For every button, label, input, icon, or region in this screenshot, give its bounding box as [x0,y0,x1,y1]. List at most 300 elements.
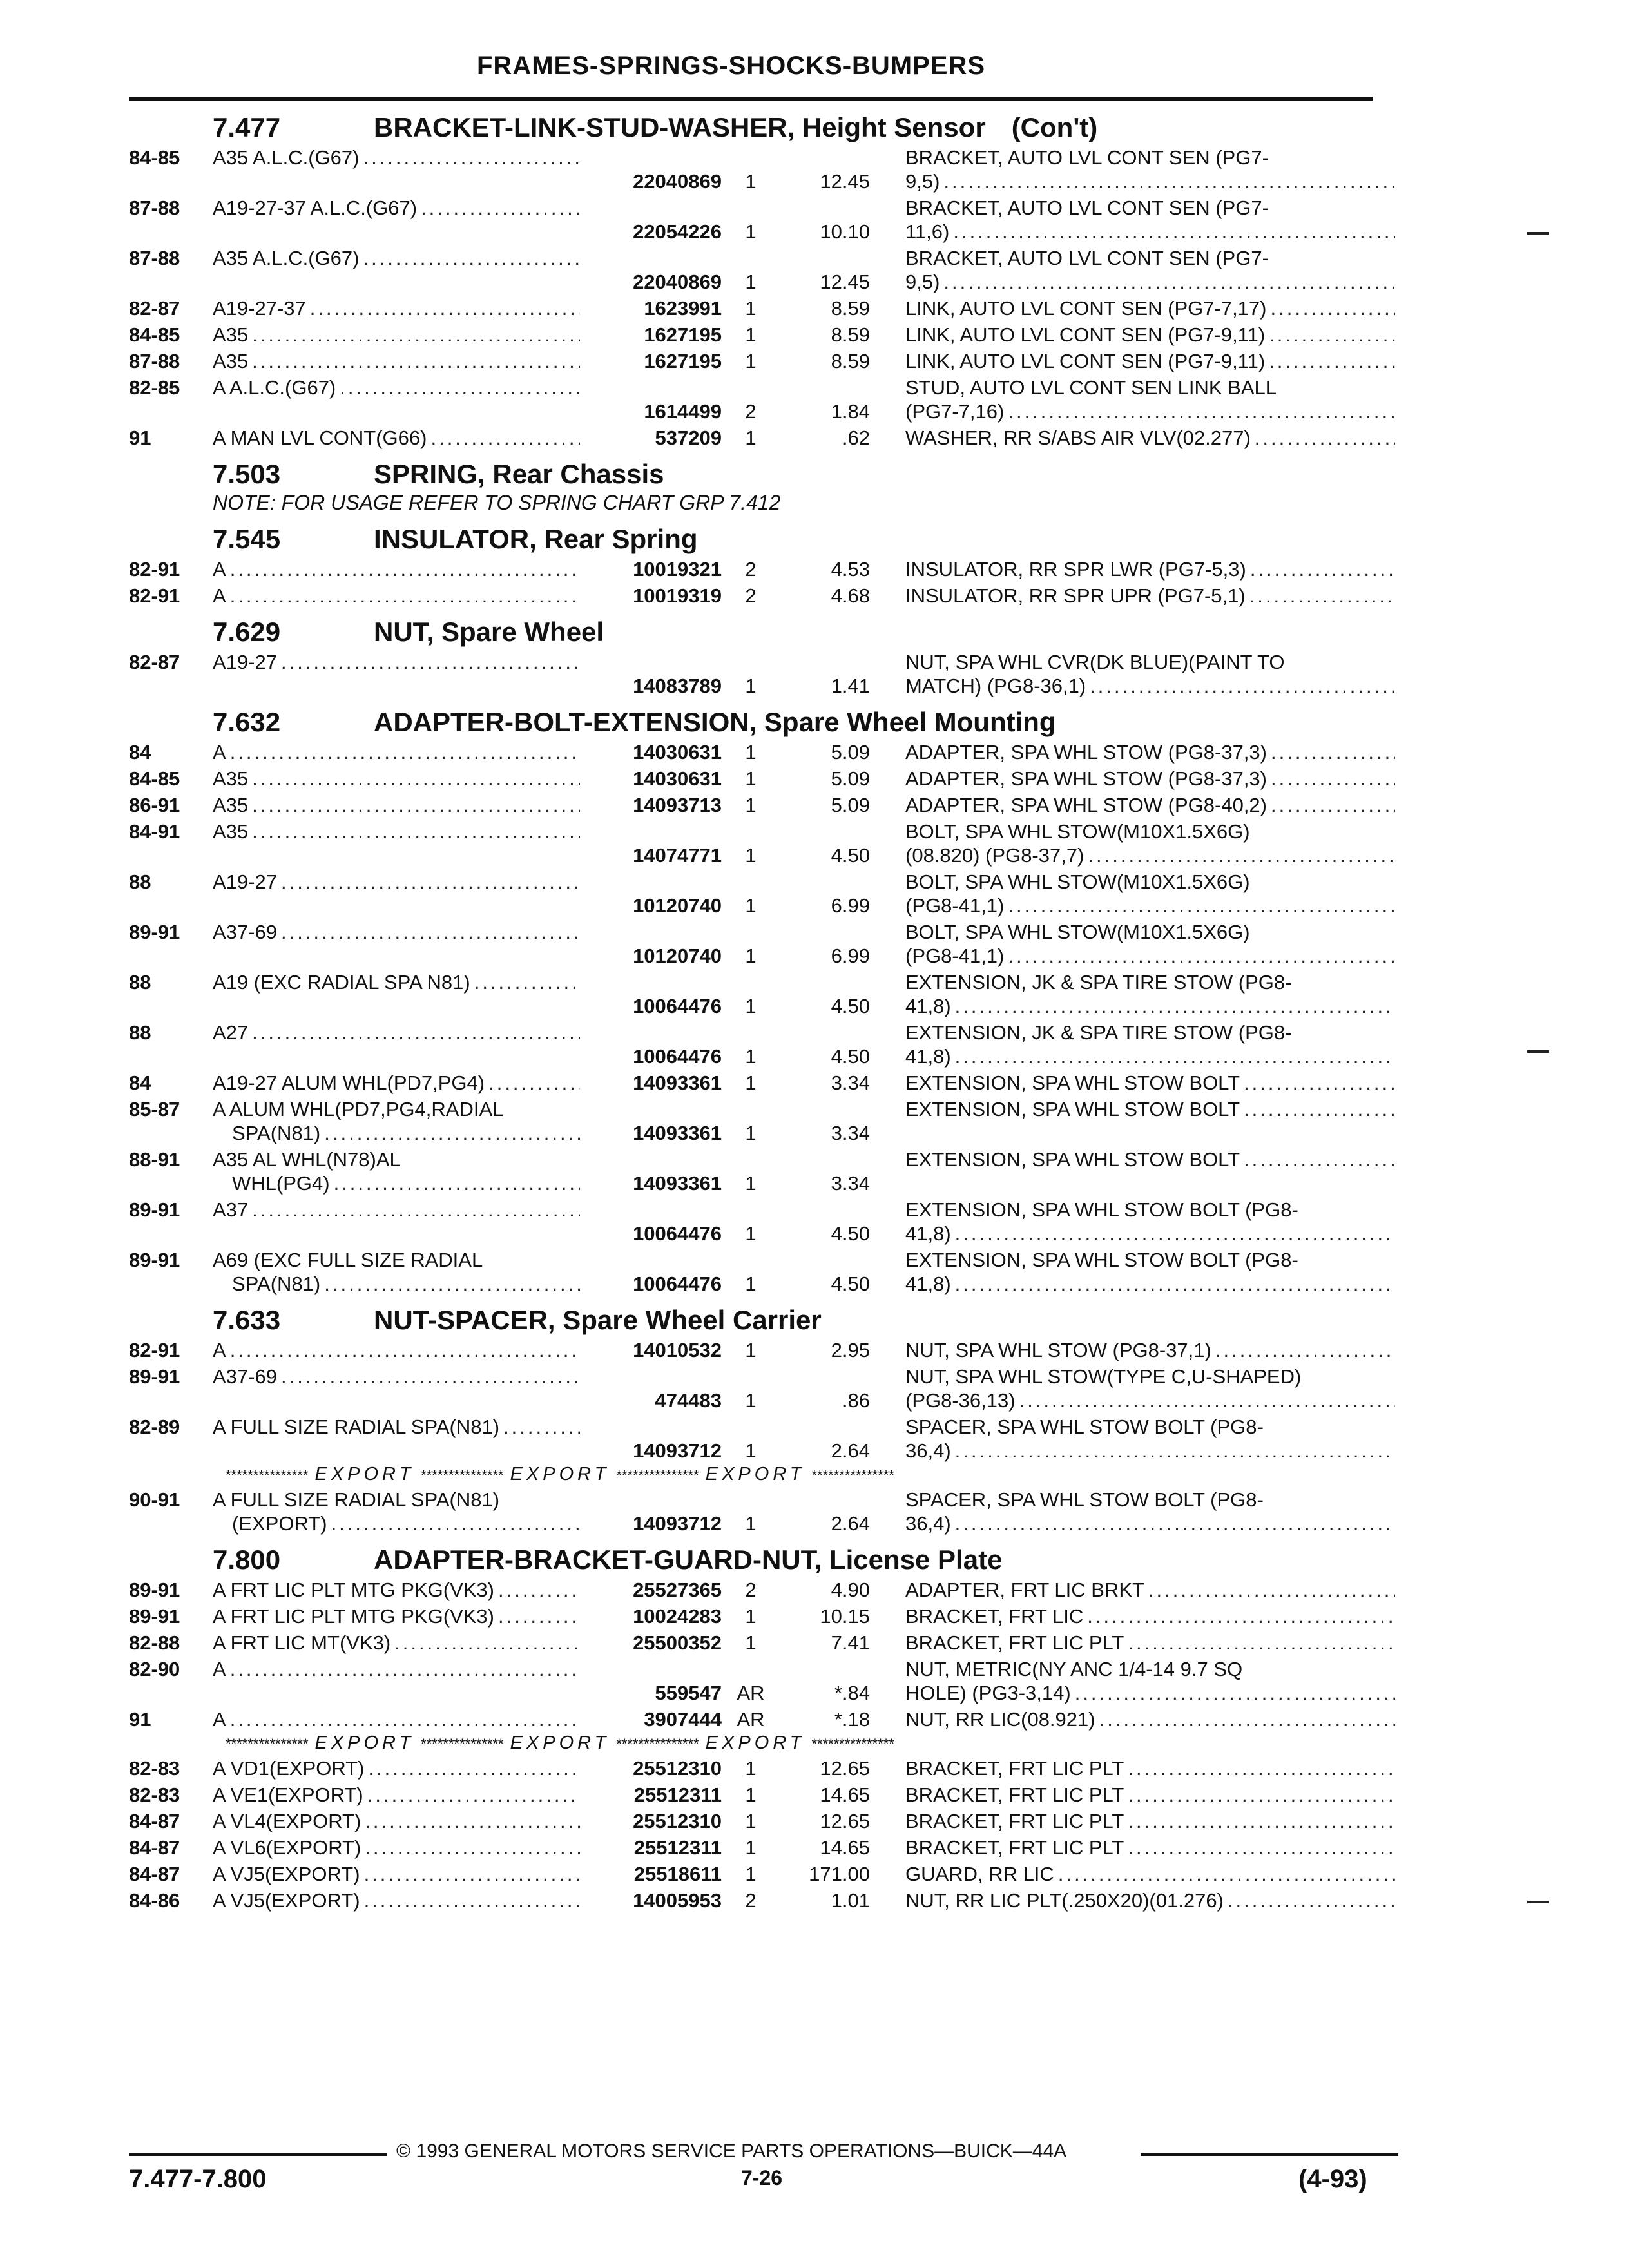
section-number: 7.545 [213,524,281,554]
part-name-text: BRACKET, FRT LIC [905,1605,1084,1628]
part-name-line [905,399,1395,423]
usage-description [213,1707,580,1731]
part-number: 25527365 [633,1579,722,1601]
dot-leader [1019,1389,1395,1412]
usage-text: A35 [213,794,249,816]
quantity: 2 [745,1579,757,1601]
price: 8.59 [831,350,870,372]
usage-text: A ALUM WHL(PD7,PG4,RADIAL [213,1098,504,1120]
dot-leader [1269,349,1395,373]
dot-leader [1269,323,1395,347]
usage-line [213,1512,580,1535]
usage-text: A37-69 [213,921,277,943]
dot-leader [955,994,1395,1018]
usage-text: A37-69 [213,1365,277,1388]
usage-description [213,1198,580,1245]
part-number: 14005953 [633,1889,722,1912]
part-name-line [905,793,1395,817]
part-name-line [905,1707,1395,1731]
part-name-line [905,994,1395,1018]
dot-leader [252,323,580,347]
price: *.18 [834,1708,870,1731]
usage-line [213,246,580,270]
price: 8.59 [831,297,870,320]
usage-line [213,920,580,944]
usage-description [213,1578,580,1602]
price: .86 [842,1389,870,1412]
part-name [870,1809,1395,1833]
usage-description [213,1604,580,1628]
dot-leader [1008,944,1395,968]
usage-description [213,1657,580,1705]
part-name [870,1888,1395,1912]
quantity: 2 [745,584,757,607]
quantity: 1 [745,1222,757,1245]
part-name-line [905,1783,1395,1807]
price: 5.09 [831,741,870,764]
dot-leader [364,1888,580,1912]
part-name-line [905,146,1395,169]
quantity: 1 [745,1273,757,1295]
usage-line [213,146,580,169]
quantity: 1 [745,271,757,293]
part-number: 14030631 [633,741,722,764]
usage-description [213,1097,580,1145]
usage-text: A VL4(EXPORT) [213,1810,361,1832]
part-name-text: BOLT, SPA WHL STOW(M10X1.5X6G) [905,870,1250,893]
usage-description [213,349,580,373]
part-name-line [905,557,1395,581]
section-number: 7.629 [213,617,281,647]
part-name-line [905,944,1395,968]
export-label: EXPORT [705,1733,805,1753]
model-years: 82-87 [129,651,180,673]
model-years: 82-83 [129,1783,180,1806]
quantity: 1 [745,794,757,816]
table-row [129,1097,1392,1145]
dot-leader [1244,1148,1395,1171]
dot-leader [281,870,580,894]
quantity: 1 [745,1072,757,1094]
part-name-text: NUT, SPA WHL STOW(TYPE C,U-SHAPED) [905,1365,1302,1388]
part-name-line [905,376,1395,399]
part-name [870,1148,1395,1195]
table-row [129,870,1392,918]
export-label: EXPORT [510,1464,610,1485]
dot-leader [363,246,580,270]
dot-leader [1128,1836,1395,1860]
export-label: EXPORT [705,1464,805,1485]
price: 3.34 [831,1072,870,1094]
divider-stars: *************** [226,1467,309,1483]
dot-leader [503,1415,580,1439]
dot-leader [943,169,1395,193]
price: 12.65 [820,1810,870,1832]
section-title: NUT-SPACER, Spare Wheel Carrier [374,1305,822,1335]
dot-leader [363,146,580,169]
quantity: 1 [745,741,757,764]
dot-leader [230,557,580,581]
price: 4.53 [831,558,870,581]
part-name-line [905,650,1395,674]
parts-listing [129,103,1392,1912]
dot-leader [488,1071,580,1095]
dot-leader [394,1631,580,1655]
price: 14.65 [820,1836,870,1859]
usage-description [213,557,580,581]
quantity: 1 [745,1045,757,1068]
dot-leader [252,820,580,843]
divider-stars: *************** [616,1467,699,1483]
part-number: 10120740 [633,945,722,967]
dot-leader [955,1222,1395,1245]
header-rule [129,97,1373,101]
quantity: 1 [745,220,757,243]
usage-description [213,870,580,918]
dot-leader [955,1512,1395,1535]
price: *.84 [834,1682,870,1704]
part-name-text: INSULATOR, RR SPR LWR (PG7-5,3) [905,558,1246,581]
table-row [129,426,1392,450]
model-years: 82-83 [129,1757,180,1780]
model-years: 89-91 [129,1579,180,1601]
part-name-text: EXTENSION, SPA WHL STOW BOLT (PG8- [905,1198,1298,1221]
model-years: 88 [129,971,151,994]
usage-description [213,740,580,764]
dot-leader [1099,1707,1395,1731]
dot-leader [230,740,580,764]
part-name [870,1756,1395,1780]
dot-leader [1271,767,1395,791]
part-name-text: SPACER, SPA WHL STOW BOLT (PG8- [905,1488,1264,1511]
dot-leader [943,270,1395,294]
quantity: 1 [745,1512,757,1535]
part-name [870,1021,1395,1068]
price: 14.65 [820,1783,870,1806]
usage-line [213,870,580,894]
dot-leader [1271,793,1395,817]
usage-line [213,1071,580,1095]
price: 6.99 [831,945,870,967]
part-number: 1627195 [644,350,722,372]
usage-line [213,1783,580,1807]
dot-leader [252,349,580,373]
usage-line [213,1707,580,1731]
part-name-text: (08.820) (PG8-37,7) [905,844,1084,867]
part-number: 25512310 [633,1810,722,1832]
quantity: 1 [745,894,757,917]
model-years: 82-91 [129,1339,180,1361]
dot-leader [230,1657,580,1681]
usage-text: A VJ5(EXPORT) [213,1863,360,1885]
part-name-line [905,970,1395,994]
usage-text: A VL6(EXPORT) [213,1836,361,1859]
dot-leader [1215,1338,1395,1362]
table-row [129,1021,1392,1068]
part-name-line [905,1044,1395,1068]
part-name [870,1631,1395,1655]
section-title: NUT, Spare Wheel [374,617,604,647]
part-name-text: ADAPTER, SPA WHL STOW (PG8-40,2) [905,794,1267,816]
dot-leader [1249,584,1395,608]
table-row [129,1836,1392,1860]
model-years: 82-87 [129,297,180,320]
part-name-text: 41,8) [905,1222,951,1245]
part-name-line [905,1148,1395,1171]
usage-description [213,296,580,320]
part-name-line [905,870,1395,894]
quantity: AR [737,1682,765,1704]
dot-leader [1128,1783,1395,1807]
quantity: 2 [745,400,757,423]
usage-text: A [213,584,226,607]
part-name-line [905,169,1395,193]
part-name-line [905,1071,1395,1095]
part-name-line [905,1578,1395,1602]
part-name-line [905,1657,1395,1681]
dot-leader [230,1707,580,1731]
dot-leader [1228,1888,1395,1912]
model-years: 82-91 [129,558,180,581]
usage-text: A69 (EXC FULL SIZE RADIAL [213,1249,483,1271]
usage-text: A35 A.L.C.(G67) [213,146,360,169]
price: 4.50 [831,995,870,1017]
usage-text: A VD1(EXPORT) [213,1757,365,1780]
usage-line [213,820,580,843]
price: 3.34 [831,1172,870,1195]
quantity: 1 [745,995,757,1017]
part-name-line [905,349,1395,373]
part-name-line [905,1415,1395,1439]
model-years: 84 [129,1072,151,1094]
section-continued: (Con't) [1011,112,1098,142]
table-row [129,1862,1392,1886]
part-number: 1623991 [644,297,722,320]
section-number: 7.632 [213,707,281,737]
part-name-line [905,1488,1395,1512]
part-number: 14074771 [633,844,722,867]
page-header-title: FRAMES-SPRINGS-SHOCKS-BUMPERS [477,52,986,80]
price: 2.95 [831,1339,870,1361]
model-years: 89-91 [129,1249,180,1271]
margin-mark [1527,1901,1549,1903]
section-note: NOTE: FOR USAGE REFER TO SPRING CHART GRP 7.412 [213,491,781,514]
section-number: 7.503 [213,459,281,489]
part-name-text: (PG8-41,1) [905,945,1005,967]
part-name-line [905,584,1395,608]
dot-leader [331,1512,580,1535]
dot-leader [252,793,580,817]
usage-description [213,146,580,193]
price: 12.45 [820,271,870,293]
dot-leader [474,970,580,994]
section-number: 7.800 [213,1544,281,1575]
dot-leader [955,1272,1395,1296]
part-number: 22054226 [633,220,722,243]
part-name-line [905,674,1395,698]
price: 4.68 [831,584,870,607]
part-name-text: NUT, METRIC(NY ANC 1/4-14 9.7 SQ [905,1658,1243,1680]
dot-leader [1008,399,1395,423]
usage-line [213,296,580,320]
part-number: 14030631 [633,767,722,790]
price: 1.41 [831,675,870,697]
usage-description [213,1338,580,1362]
dot-leader [1075,1681,1395,1705]
part-name-line [905,1604,1395,1628]
part-name [870,584,1395,608]
part-name-text: (PG8-36,13) [905,1389,1016,1412]
usage-description [213,1862,580,1886]
part-number: 14093361 [633,1072,722,1094]
table-row [129,1809,1392,1833]
table-row [129,970,1392,1018]
quantity: 1 [745,1339,757,1361]
part-name-text: BRACKET, FRT LIC PLT [905,1757,1124,1780]
usage-description [213,584,580,608]
divider-stars: *************** [421,1467,504,1483]
part-name [870,740,1395,764]
part-name-line [905,220,1395,244]
quantity: 2 [745,1889,757,1912]
model-years: 89-91 [129,1605,180,1628]
usage-line [213,1365,580,1389]
part-name-line [905,323,1395,347]
part-name-line [905,767,1395,791]
quantity: 1 [745,350,757,372]
part-name-line [905,1272,1395,1296]
part-name-text: 9,5) [905,170,940,193]
price: 2.64 [831,1512,870,1535]
part-name [870,296,1395,320]
usage-description [213,1783,580,1807]
price: 4.90 [831,1579,870,1601]
dot-leader [421,196,580,220]
dot-leader [324,1272,580,1296]
model-years: 84-86 [129,1889,180,1912]
usage-description [213,970,580,1018]
usage-description [213,196,580,244]
part-name-text: (PG7-7,16) [905,400,1005,423]
quantity: 1 [745,1836,757,1859]
table-row [129,584,1392,608]
table-row [129,376,1392,423]
price: 6.99 [831,894,870,917]
part-name-line [905,1248,1395,1272]
usage-description [213,1365,580,1412]
part-name-text: NUT, RR LIC PLT(.250X20)(01.276) [905,1889,1224,1912]
part-name [870,1604,1395,1628]
part-name [870,1862,1395,1886]
model-years: 84-85 [129,323,180,346]
price: 10.15 [820,1605,870,1628]
price: 12.45 [820,170,870,193]
usage-line [213,1121,580,1145]
usage-description [213,1071,580,1095]
part-name-text: LINK, AUTO LVL CONT SEN (PG7-9,11) [905,323,1266,346]
part-name [870,767,1395,791]
usage-description [213,793,580,817]
part-name [870,970,1395,1018]
usage-line [213,1021,580,1044]
section-title: ADAPTER-BOLT-EXTENSION, Spare Wheel Mounting [374,707,1056,737]
usage-text: A FRT LIC PLT MTG PKG(VK3) [213,1579,494,1601]
usage-line [213,1756,580,1780]
price: 4.50 [831,1273,870,1295]
table-row [129,196,1392,244]
table-row [129,820,1392,867]
usage-line [213,584,580,608]
footer-rule-right [1141,2153,1398,2156]
quantity: 1 [745,1122,757,1144]
part-name-text: EXTENSION, JK & SPA TIRE STOW (PG8- [905,971,1292,994]
part-name-text: BOLT, SPA WHL STOW(M10X1.5X6G) [905,921,1250,943]
quantity: 2 [745,558,757,581]
section-heading [129,459,1392,490]
model-years: 82-88 [129,1631,180,1654]
model-years: 89-91 [129,921,180,943]
usage-text: A19-27 [213,651,277,673]
table-row [129,349,1392,373]
part-number: 25512310 [633,1757,722,1780]
usage-line [213,740,580,764]
usage-line [213,1862,580,1886]
part-number: 474483 [655,1389,722,1412]
table-row [129,1783,1392,1807]
price: 5.09 [831,767,870,790]
model-years: 82-90 [129,1658,180,1680]
usage-text: A27 [213,1021,249,1044]
usage-text: SPA(N81) [232,1273,321,1295]
part-number: 559547 [655,1682,722,1704]
part-name-line [905,1222,1395,1245]
table-row [129,1604,1392,1628]
part-name-text: LINK, AUTO LVL CONT SEN (PG7-9,11) [905,350,1266,372]
usage-text: A [213,1339,226,1361]
margin-mark [1527,232,1549,235]
usage-description [213,820,580,867]
usage-line [213,557,580,581]
model-years: 88-91 [129,1148,180,1171]
section-heading [129,524,1392,555]
dot-leader [365,1836,580,1860]
usage-line [213,349,580,373]
part-number: 3907444 [644,1708,722,1731]
usage-line [213,1338,580,1362]
usage-line [213,1578,580,1602]
part-name-text: EXTENSION, SPA WHL STOW BOLT [905,1072,1240,1094]
usage-description [213,1248,580,1296]
table-row [129,920,1392,968]
export-divider [129,1733,1392,1754]
usage-line [213,1097,580,1121]
usage-line [213,1415,580,1439]
usage-description [213,1148,580,1195]
usage-text: A19 (EXC RADIAL SPA N81) [213,971,470,994]
part-name-text: SPACER, SPA WHL STOW BOLT (PG8- [905,1416,1264,1438]
price: 4.50 [831,844,870,867]
part-name-line [905,1756,1395,1780]
part-name-text: EXTENSION, SPA WHL STOW BOLT (PG8- [905,1249,1298,1271]
dot-leader [367,1783,580,1807]
dot-leader [1087,1604,1395,1628]
usage-line [213,650,580,674]
usage-line [213,323,580,347]
usage-text: A19-27-37 A.L.C.(G67) [213,197,418,219]
part-name-text: LINK, AUTO LVL CONT SEN (PG7-7,17) [905,297,1267,320]
quantity: 1 [745,1863,757,1885]
page-number: 7-26 [741,2166,783,2189]
